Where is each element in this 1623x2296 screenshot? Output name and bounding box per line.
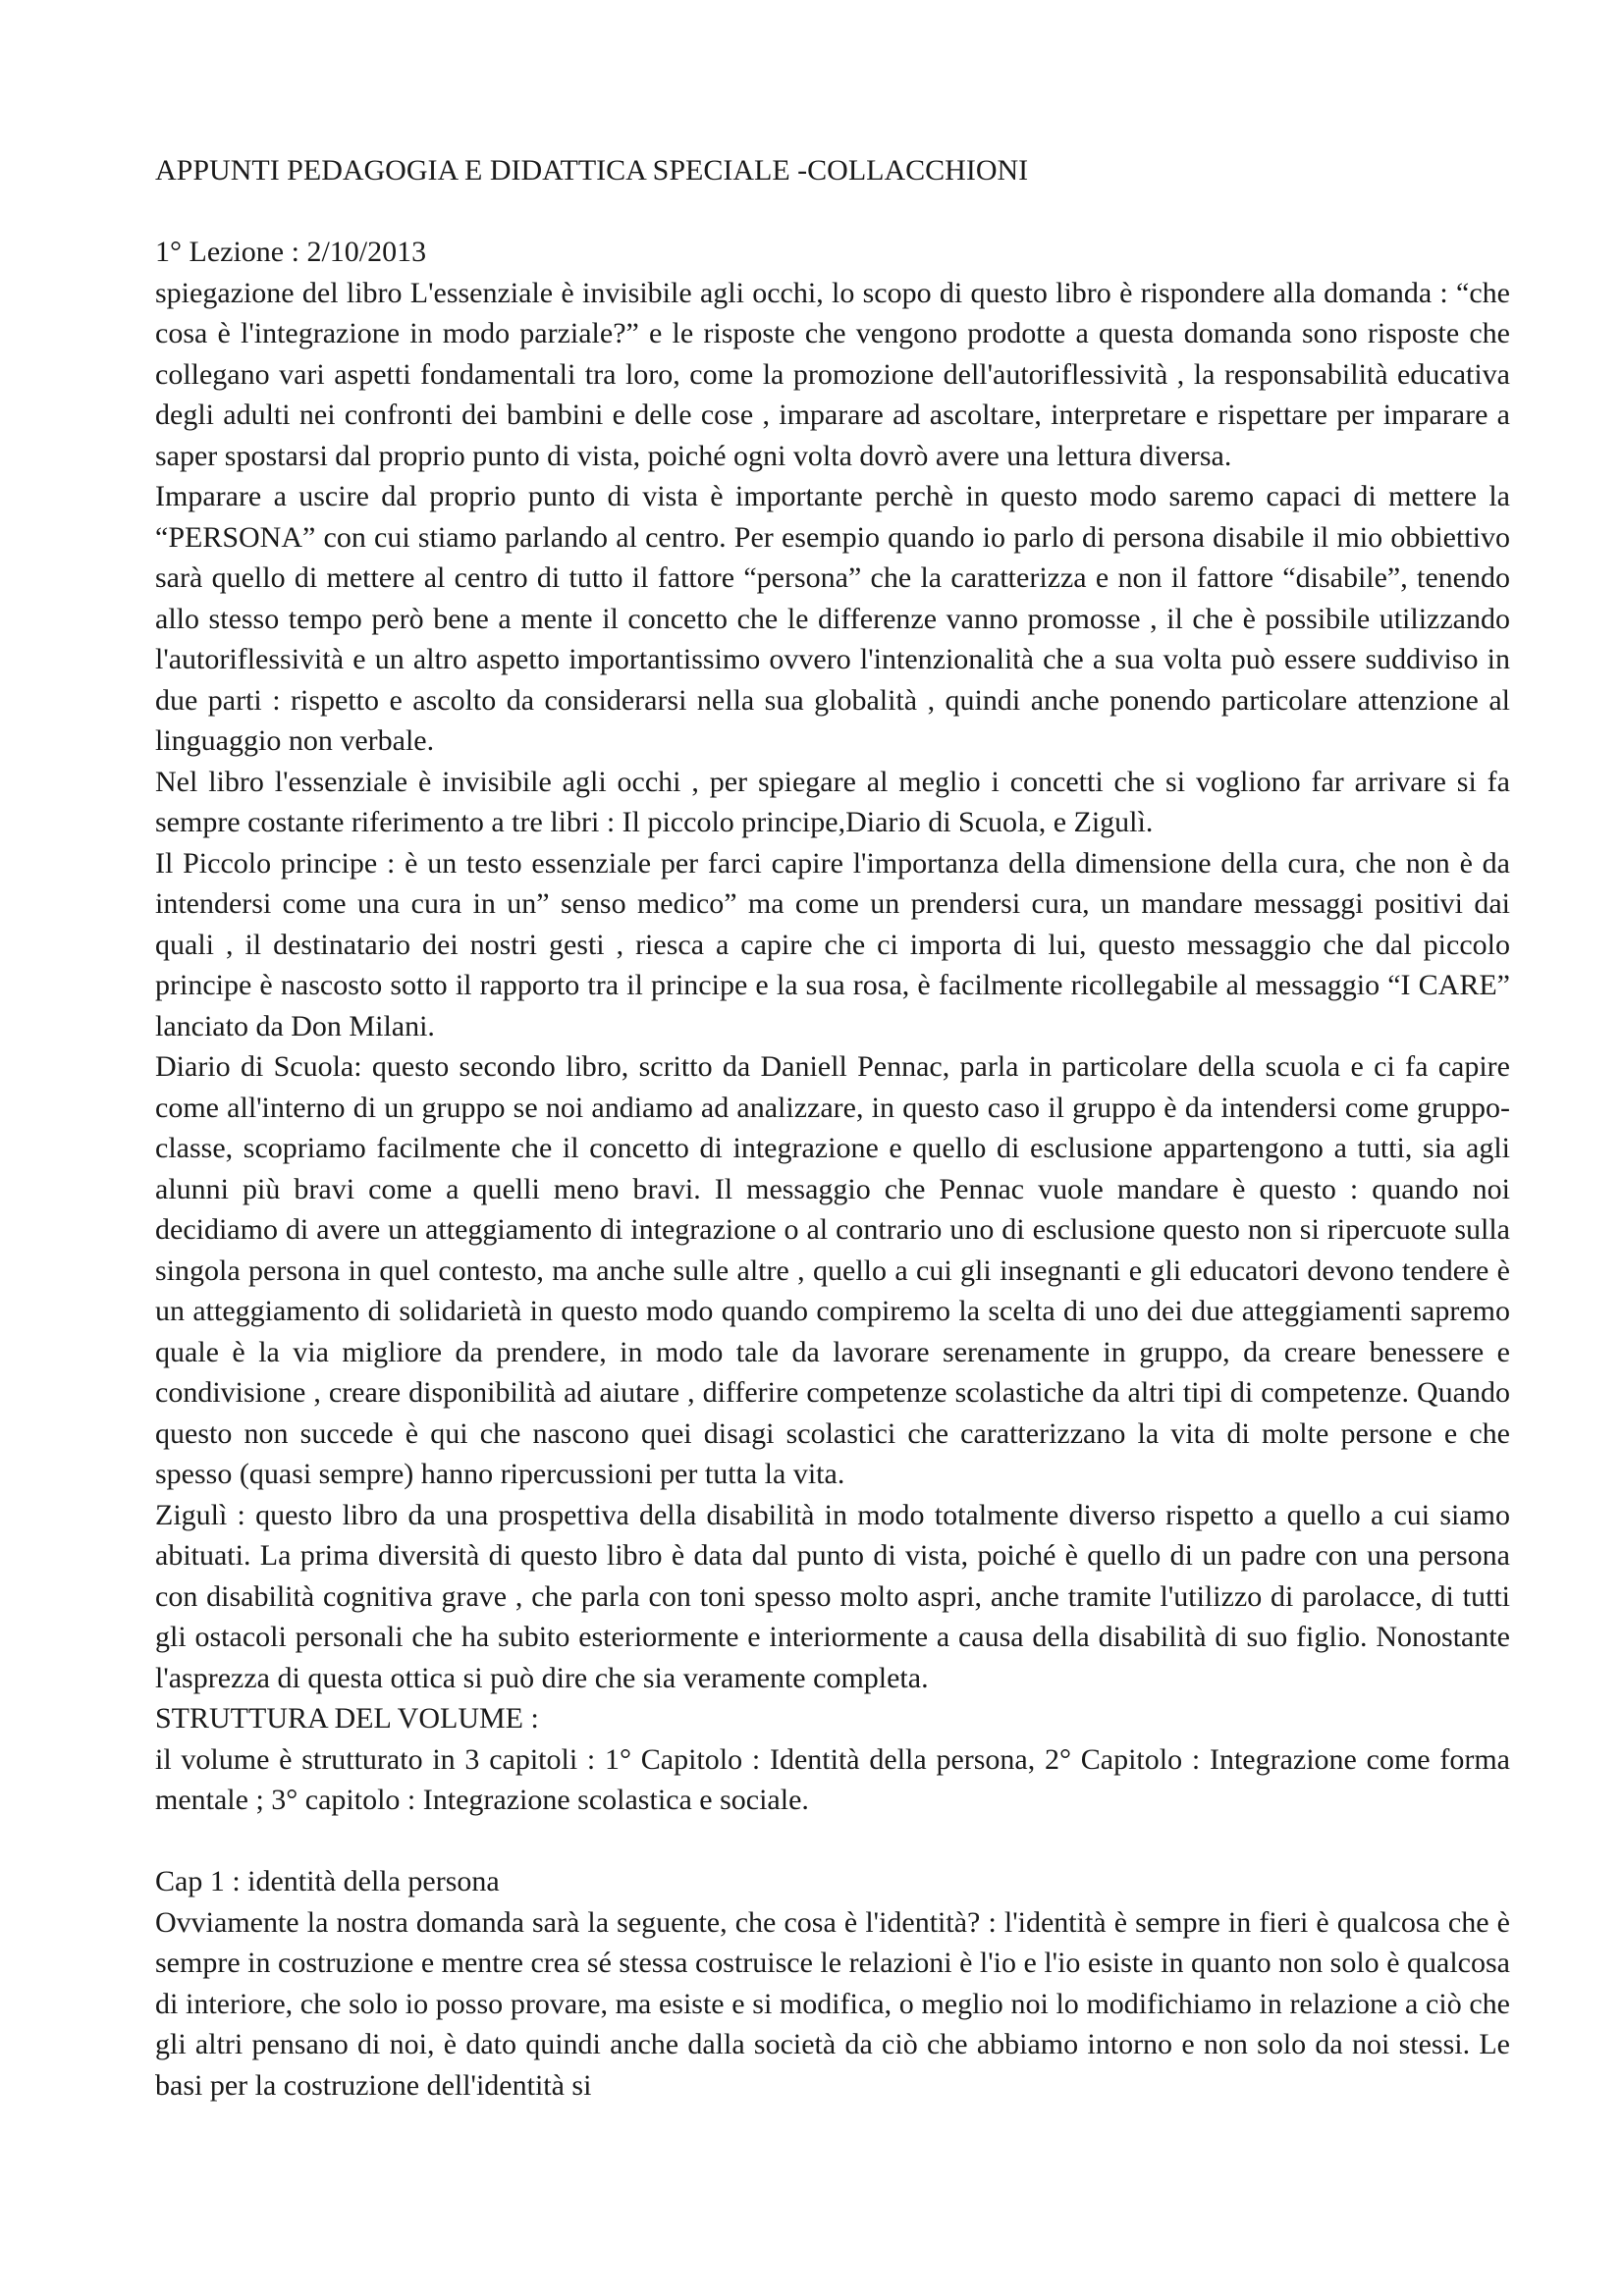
paragraph-ziguli: Zigulì : questo libro da una prospettiva della disabilità in modo totalmente diverso rispetto a quello a cui siamo abituati. La prima diversità di questo libro è data dal punto di vista, poiché è quello di un padre con una persona con disabilità cognitiva grave , che parla con toni spesso molto aspri, anche tramite l'utilizzo di parolacce, di tutti gli ostacoli personali che ha subito esteriormente e interiormente a causa della disabilità di suo figlio. Nonostante l'asprezza di questa ottica si può dire che sia veramente completa. xyxy=(155,1498,1510,1694)
chapter-heading: Cap 1 : identità della persona xyxy=(155,1865,500,1897)
structure-text: il volume è strutturato in 3 capitoli : 1° Capitolo : Identità della persona, 2° Capitolo : Integrazione come forma mentale ; 3° capitolo : Integrazione scolastica e sociale. xyxy=(155,1742,1510,1816)
chapter-text: Ovviamente la nostra domanda sarà la seguente, che cosa è l'identità? : l'identità è sempre in fieri è qualcosa che è sempre in costruzione e mentre crea sé stessa costruisce le relazioni è l'io e l'io esiste in quanto non solo è qualcosa di interiore, che solo io posso provare, ma esiste e si modifica, o meglio noi lo modifichiamo in relazione a ciò che gli altri pensano di noi, è dato quindi anche dalla società da ciò che abbiamo intorno e non solo da noi stessi. Le basi per la costruzione dell'identità si xyxy=(155,1905,1510,2102)
paragraph-three-books: Nel libro l'essenziale è invisibile agli occhi , per spiegare al meglio i concetti che si vogliono far arrivare si fa sempre costante riferimento a tre libri : Il piccolo principe,Diario di Scuola, e Zigulì. xyxy=(155,765,1510,838)
paragraph-diario-di-scuola: Diario di Scuola: questo secondo libro, scritto da Daniell Pennac, parla in particolare della scuola e ci fa capire come all'interno di un gruppo se noi andiamo ad analizzare, in questo caso il gruppo è da intendersi come gruppo-classe, scopriamo facilmente che il concetto di integrazione e quello di esclusione appartengono a tutti, sia agli alunni più bravi come a quelli meno bravi. Il messaggio che Pennac vuole mandare è questo : quando noi decidiamo di avere un atteggiamento di integrazione o al contrario uno di esclusione questo non si ripercuote sulla singola persona in quel contesto, ma anche sulle altre , quello a cui gli insegnanti e gli educatori devono tendere è un atteggiamento di solidarietà in questo modo quando compiremo la scelta di uno dei due atteggiamenti sapremo quale è la via migliore da prendere, in modo tale da lavorare serenamente in gruppo, da creare benessere e condivisione , creare disponibilità ad aiutare , differire competenze scolastiche da altri tipi di competenze. Quando questo non succede è qui che nascono quei disagi scolastici che caratterizzano la vita di molte persone e che spesso (quasi sempre) hanno ripercussioni per tutta la vita. xyxy=(155,1050,1510,1490)
lesson-heading: 1° Lezione : 2/10/2013 xyxy=(155,236,427,268)
blank-line xyxy=(155,1821,1510,1862)
paragraph-intro: spiegazione del libro L'essenziale è invisibile agli occhi, lo scopo di questo libro è rispondere alla domanda : “che cosa è l'integrazione in modo parziale?” e le risposte che vengono prodotte a questa domanda sono risposte che collegano vari aspetti fondamentali tra loro, come la promozione dell'autoriflessività , la responsabilità educativa degli adulti nei confronti dei bambini e delle cose , imparare ad ascoltare, interpretare e rispettare per imparare a saper spostarsi dal proprio punto di vista, poiché ogni volta dovrò avere una lettura diversa. xyxy=(155,276,1510,472)
paragraph-piccolo-principe: Il Piccolo principe : è un testo essenziale per farci capire l'importanza della dimensione della cura, che non è da intendersi come una cura in un” senso medico” ma come un prendersi cura, un mandare messaggi positivi dai quali , il destinatario dei nostri gesti , riesca a capire che ci importa di lui, questo messaggio che dal piccolo principe è nascosto sotto il rapporto tra il principe e la sua rosa, è facilmente ricollegabile al messaggio “I CARE” lanciato da Don Milani. xyxy=(155,846,1510,1042)
paragraph-point-of-view: Imparare a uscire dal proprio punto di vista è importante perchè in questo modo saremo capaci di mettere la “PERSONA” con cui stiamo parlando al centro. Per esempio quando io parlo di persona disabile il mio obbiettivo sarà quello di mettere al centro di tutto il fattore “persona” che la caratterizza e non il fattore “disabile”, tenendo allo stesso tempo però bene a mente il concetto che le differenze vanno promosse , il che è possibile utilizzando l'autoriflessività e un altro aspetto importantissimo ovvero l'intenzionalità che a sua volta può essere suddiviso in due parti : rispetto e ascolto da considerarsi nella sua globalità , quindi anche ponendo particolare attenzione al linguaggio non verbale. xyxy=(155,480,1510,757)
document-title: APPUNTI PEDAGOGIA E DIDATTICA SPECIALE -COLLACCHIONI xyxy=(155,154,1029,187)
document-body xyxy=(155,150,1510,2106)
structure-heading: STRUTTURA DEL VOLUME : xyxy=(155,1702,539,1735)
